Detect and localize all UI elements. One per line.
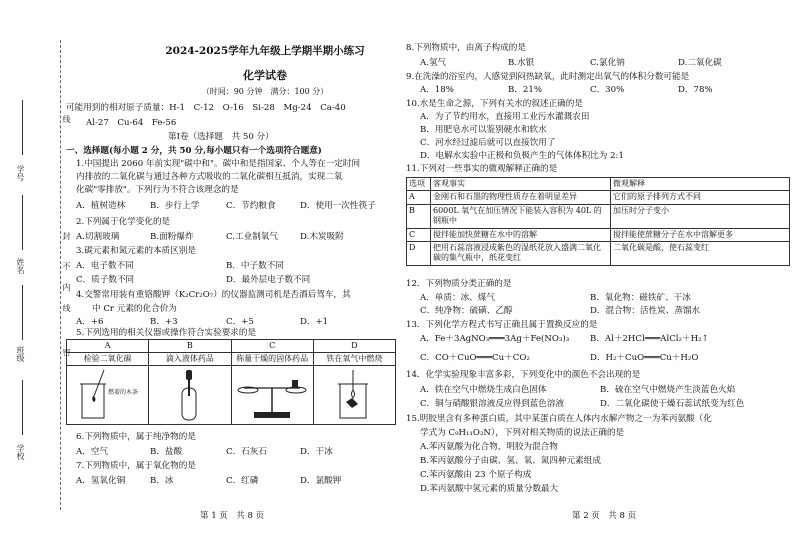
q1-option-a: A．植树造林 [76,201,126,211]
q13-option-a: A．Fe＋3AgNO₃═══3Ag＋Fe(NO₃)₃ [420,334,570,344]
q5-header: 称量干燥的固体药品 [231,353,313,366]
q11-fact: 把用石蕊溶液浸成紫色的湿纸花放入盛满二氧化碳的集气瓶中，纸花变红 [431,241,611,265]
q1-text: 化碳"零排放"。下列行为不符合该理念的是 [76,185,239,195]
q12-option-a: A．单质：冰、煤气 [420,293,495,303]
class-blank[interactable] [22,285,23,340]
student-no-blank[interactable] [22,100,23,155]
seal-char: 内 [62,283,71,291]
q11-explain: 二氧化碳是酸，使石蕊变红 [611,241,790,265]
q11-explain: 它们的原子排列方式不同 [611,191,790,204]
q9-option-a: A．18% [420,85,454,95]
q5-image-b [149,366,231,425]
q11-explain: 搅拌能使蔗糖分子在水中溶解更多 [611,228,790,241]
atomic-mass-line-1: 可能用到的相对原子质量：H-1 C-12 O-16 Si-28 Mg-24 Ca-40 [66,103,346,113]
q11-fact: 6000L 氧气在加压情况下能装入容积为 40L 的钢瓶中 [431,204,611,228]
q11-fact: 搅拌能加快蔗糖在水中的溶解 [431,228,611,241]
q12-option-c: C．纯净物：硫磺、乙醇 [420,306,513,316]
q12-option-d: D．混合物：活性炭、蒸馏水 [590,306,701,316]
q5-image-a [67,366,149,425]
q11-table [406,177,790,266]
q8-option-d: D.二氧化碳 [678,58,722,68]
q13-option-d: D．H₂＋CuO═══Cu＋H₂O [590,353,699,363]
q5-letter: B [149,340,231,353]
q4-option-a: A．+6 [76,317,104,327]
q5-header: 检验二氧化碳 [67,353,149,366]
q3-text: 3.碳元素和氮元素的本质区别是 [76,246,196,256]
iron-burning-jar-icon [316,366,392,422]
q5-header: 滴入液体药品 [149,353,231,366]
q6-option-c: C．石灰石 [226,447,267,457]
q10-option-b: B．用肥皂水可以鉴别硬水和软水 [420,125,547,135]
q7-option-c: C．红磷 [226,476,259,486]
q5-header: 铁在氧气中燃烧 [313,353,395,366]
q9-text: 9.在洗澡的浴室内，人感觉到闷热缺氧，此时测定出氧气的体积分数可能是 [406,72,690,82]
seal-char: 不 [62,262,71,270]
gas-jar-match-icon [70,366,146,422]
q5-text: 5.下列选用的相关仪器或操作符合实验要求的是 [76,328,257,338]
balance-scale-icon [234,366,310,422]
q5-image-c [231,366,313,425]
q7-option-d: D．氯酸钾 [300,476,342,486]
school-label: 学校 [16,444,25,460]
q15-text: 学式为 C₉H₁₁O₂N），下列对相关物质的说法正确的是 [420,428,625,438]
class-label: 班级 [16,346,25,362]
q9-option-c: C．30% [590,85,625,95]
q2-option-c: C.工业制氧气 [226,232,278,242]
exam-time-score: （时间：90 分钟 满分：100 分） [201,87,329,96]
section-one-heading: 一、选择题(每小题 2 分，共 50 分,每小题只有一个选项符合题意) [66,146,322,156]
q15-text: 15.明胶里含有多种蛋白质，其中某蛋白质在人体内水解产物之一为苯丙氨酸（化 [406,414,712,424]
q9-option-d: D．78% [678,85,713,95]
q7-option-b: B．冰 [150,476,174,486]
q11-text: 11.下列对一些事实的微观解释正确的是 [406,164,558,174]
q6-option-b: B．盐酸 [150,447,183,457]
seal-line [60,40,61,510]
q15-option-c: C.苯丙氨酸由 23 个原子构成 [420,470,532,480]
q10-option-a: A．为了节约用水，直接用工业污水灌溉农田 [420,112,590,122]
q3-option-c: C．质子数不同 [76,275,135,285]
q6-text: 6.下列物质中，属于纯净物的是 [76,432,196,442]
q1-text: 1.中国提出 2060 年前实现"碳中和"。碳中和是指国家、个人等在一定时间 [76,159,361,169]
q11-head: 选项 [407,178,431,191]
q8-text: 8.下列物质中，由离子构成的是 [406,43,526,53]
dropper-tube-icon [152,366,228,422]
q6-option-d: D．干冰 [300,447,333,457]
q10-text: 10.水是生命之源，下列有关水的叙述正确的是 [406,99,583,109]
q1-option-d: D．使用一次性筷子 [300,201,376,211]
q13-option-b: B．Al＋2HCl═══AlCl₂＋H₂↑ [590,334,709,344]
school-blank[interactable] [22,380,23,435]
page-footer-left: 第 1 页 共 8 页 [200,511,265,521]
q14-option-a: A．铁在空气中燃烧生成白色固体 [420,385,547,395]
atomic-mass-line-2: Al-27 Cu-64 Fe-56 [86,118,177,128]
exam-title: 2024-2025学年九年级上学期半期小练习 [165,45,365,57]
q10-option-d: D．电解水实验中正极和负极产生的气体体积比为 2:1 [420,151,624,161]
q11-head: 客观事实 [431,178,611,191]
q9-option-b: B．21% [508,85,543,95]
q10-option-c: C．河水经过滤后就可以直接饮用了 [420,138,556,148]
q15-option-d: D.苯丙氨酸中氢元素的质量分数最大 [420,484,559,494]
q1-option-b: B．步行上学 [150,201,200,211]
seal-char: 密 [62,348,71,356]
q3-option-d: D．最外层电子数不同 [226,275,311,285]
q11-option: D [407,241,431,265]
seal-char: 线 [62,304,71,312]
q12-text: 12．下列物质分类正确的是 [406,279,512,289]
q4-text: 中 Cr 元素的化合价为 [92,304,177,314]
q2-option-b: B.面粉爆炸 [150,232,194,242]
q2-option-a: A.切割玻璃 [76,232,120,242]
q4-text: 4.交警常用装有重铬酸钾（K₂Cr₂O₇）的仪器监测司机是否酒后驾车，其 [76,290,351,300]
q4-option-d: D．+1 [300,317,329,327]
q4-option-b: B．+3 [150,317,178,327]
q5-table [66,339,396,425]
q11-option: C [407,228,431,241]
q1-text: 内排放的二氧化碳与通过各种方式吸收的二氧化碳相互抵消，实现二氧 [76,172,343,182]
q5-image-d [313,366,395,425]
seal-char: 封 [62,232,71,240]
q15-option-b: B.苯丙氨酸分子由碳、氢、氧、氮四种元素组成 [420,456,601,466]
q12-option-b: B．氧化物：磁铁矿、干冰 [590,293,691,303]
q8-option-a: A.氢气 [420,58,447,68]
q15-option-a: A.苯丙氨酸为化合物，明胶为混合物 [420,442,558,452]
q4-option-c: C．+5 [226,317,254,327]
seal-char: 线 [62,115,71,123]
q11-option: A [407,191,431,204]
q14-option-b: B．硫在空气中燃烧产生淡蓝色火焰 [600,385,736,395]
q5-letter: D [313,340,395,353]
q13-option-c: C．CO＋CuO═══Cu＋CO₂ [420,353,530,363]
q11-option: B [407,204,431,228]
q14-option-c: C．铜与硝酸银溶液反应得到蓝色溶液 [420,399,565,409]
q2-option-d: D.木炭吸附 [300,232,344,242]
q8-option-c: C.氯化钠 [590,58,625,68]
q11-explain: 加压时分子变小 [611,204,790,228]
q11-fact: 金刚石和石墨的物理性质存在着明显差异 [431,191,611,204]
burning-stick-label: 燃着的木条 [107,389,138,396]
q1-option-c: C．节约粮食 [226,201,276,211]
q6-option-a: A．空气 [76,447,108,457]
name-label: 姓名 [16,258,25,274]
q7-option-a: A．氢氧化铜 [76,476,126,486]
part-one-heading: 第Ⅰ卷（选择题 共 50 分） [168,132,274,142]
q11-head: 微观解释 [611,178,790,191]
exam-subject: 化学试卷 [243,69,287,82]
q5-letter: C [231,340,313,353]
q13-text: 13．下列化学方程式书写正确且属于置换反应的是 [406,320,598,330]
q3-option-b: B．中子数不同 [226,261,284,271]
q2-text: 2.下列属于化学变化的是 [76,217,171,227]
q14-text: 14．化学实验现象丰富多彩，下列变化中的颜色不会出现的是 [406,370,641,380]
binding-margin [0,0,78,553]
page-footer-right: 第 2 页 共 8 页 [572,511,637,521]
q8-option-b: B.水银 [508,58,535,68]
name-blank[interactable] [22,195,23,250]
q3-option-a: A．电子数不同 [76,261,134,271]
q14-option-d: D．二氧化碳使干燥石蕊试纸变为红色 [600,399,745,409]
q7-text: 7.下列物质中，属于氧化物的是 [76,461,196,471]
q5-letter: A [67,340,149,353]
student-no-label: 学号 [16,165,25,181]
